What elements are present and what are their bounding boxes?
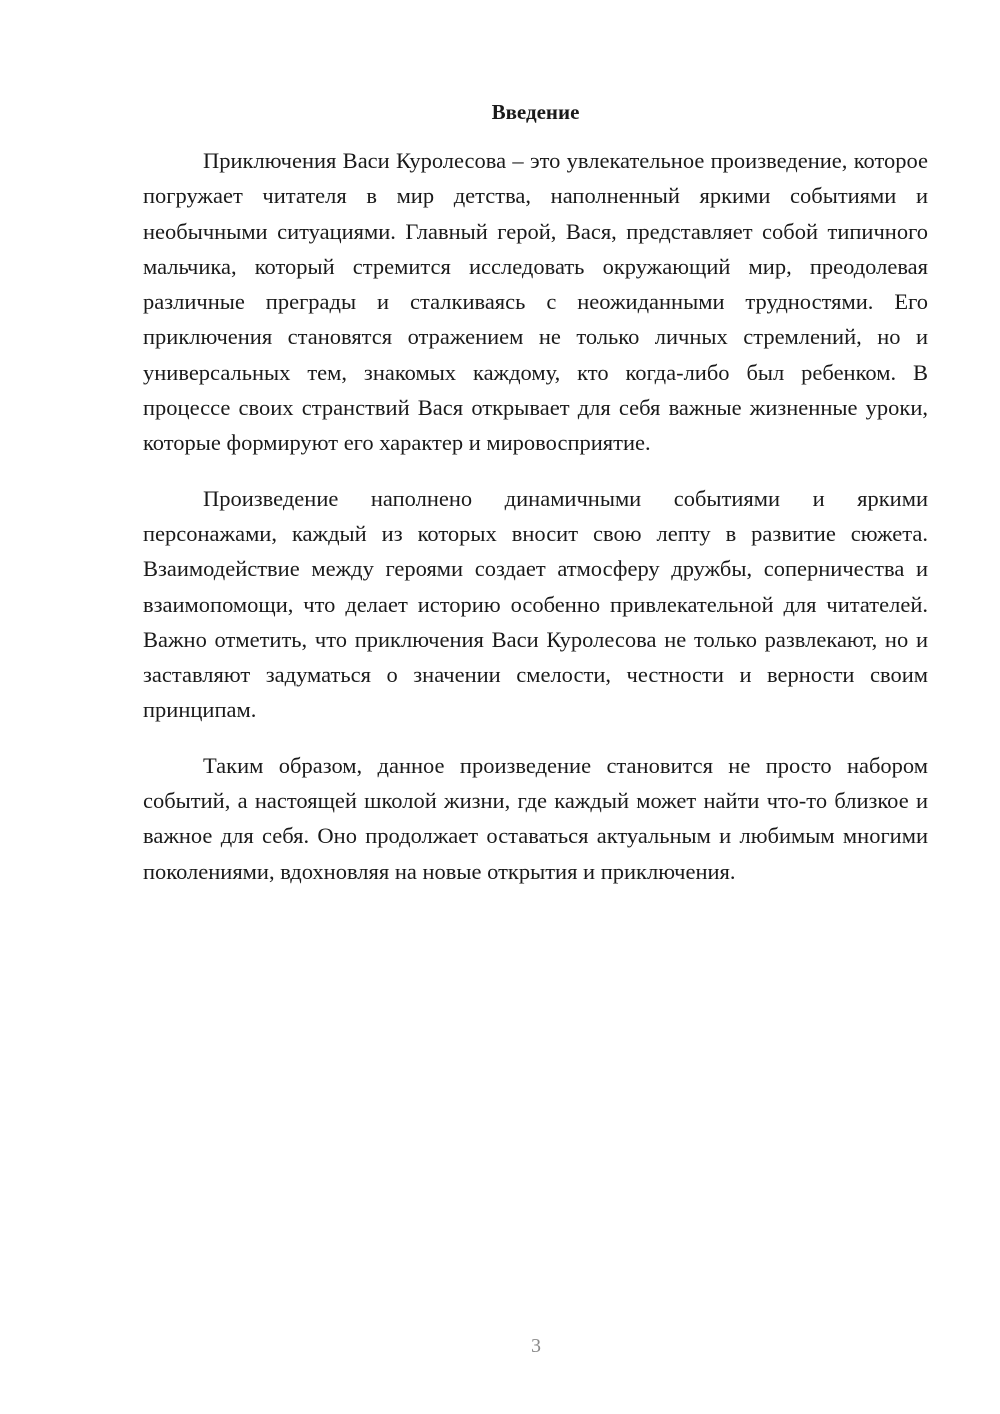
body-text: [143, 143, 928, 889]
paragraph-1: Приключения Васи Куролесова – это увлекательное произведение, которое погружает читателя в мир детства, наполненный яркими событиями и необычными ситуациями. Главный герой, Вася, представляет собой типичного мальчика, который стремится исследовать окружающий мир, преодолевая различные преграды и сталкиваясь с неожиданными трудностями. Его приключения становятся отражением не только личных стремлений, но и универсальных тем, знакомых каждому, кто когда-либо был ребенком. В процессе своих странствий Вася открывает для себя важные жизненные уроки, которые формируют его характер и мировосприятие.: [143, 148, 928, 456]
paragraph-2: Произведение наполнено динамичными событиями и яркими персонажами, каждый из которых вносит свою лепту в развитие сюжета. Взаимодействие между героями создает атмосферу дружбы, соперничества и взаимопомощи, что делает историю особенно привлекательной для читателей. Важно отметить, что приключения Васи Куролесова не только развлекают, но и заставляют задуматься о значении смелости, честности и верности своим принципам.: [143, 485, 928, 723]
paragraph-3: Таким образом, данное произведение становится не просто набором событий, а настоящей школой жизни, где каждый может найти что-то близкое и важное для себя. Оно продолжает оставаться актуальным и любимым многими поколениями, вдохновляя на новые открытия и приключения.: [143, 752, 928, 884]
page-number: 3: [531, 1335, 541, 1357]
section-heading: Введение: [491, 100, 580, 124]
